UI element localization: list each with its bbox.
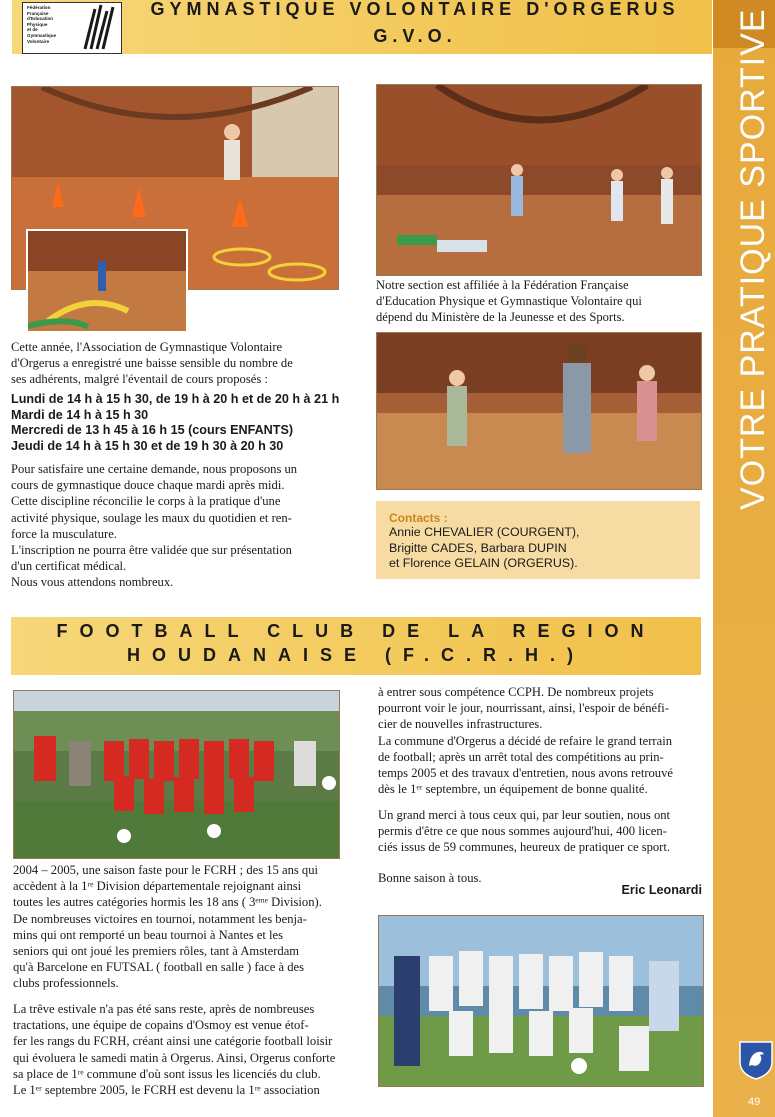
text-line: cier de nouvelles infrastructures. [378, 717, 543, 732]
text-line: Notre section est affiliée à la Fédération Française [376, 278, 629, 292]
fcrh-title-line2: HOUDANAISE (F.C.R.H.) [127, 645, 585, 665]
schedule-line: Mercredi de 13 h 45 à 16 h 15 (cours ENFANTS) [11, 423, 294, 438]
gvo-title-line1: GYMNASTIQUE VOLONTAIRE D'ORGERUS [150, 0, 680, 19]
schedule-line: Jeudi de 14 h à 15 h 30 et de 19 h 30 à 20 h 30 [11, 438, 284, 453]
text-line: pourront voir le jour, nourrissant, ainsi, l'espoir de bénéfi- [378, 701, 670, 716]
fcrh-title-line1: FOOTBALL CLUB DE LA REGION [56, 621, 656, 641]
page-number: 49 [748, 1096, 761, 1108]
text-line: sa place de 1ʳᵉ commune d'où sont issus les licenciés du club. [13, 1066, 321, 1081]
logo-line: et de [27, 27, 38, 33]
text-line: temps 2005 et des travaux d'entretien, nous avons retrouvé [378, 766, 673, 781]
text-line: cours de gymnastique douce chaque mardi après midi. [11, 478, 285, 493]
text-line: Le 1ᵉʳ septembre 2005, le FCRH est devenu la 1ʳᵉ association [13, 1083, 320, 1098]
gvo-title-line2: G.V.O. [373, 26, 457, 46]
contact-line: Annie CHEVALIER (COURGENT), [389, 525, 580, 539]
text-line: fer les rangs du FCRH, créant ainsi une catégorie football loisir [13, 1034, 333, 1049]
logo-line: Volontaire [27, 38, 50, 44]
fcrh-right-paragraph-2 [378, 807, 702, 856]
text-line: Nous vous attendons nombreux. [11, 575, 174, 590]
contact-line: Brigitte CADES, Barbara DUPIN [389, 540, 567, 555]
shield-emblem-icon [738, 1040, 774, 1080]
text-line: tractations, une équipe de copains d'Osmoy est venue étof- [13, 1018, 309, 1033]
contacts-list [389, 525, 580, 572]
text-line: qui évoluera le samedi matin à Orgerus. Ainsi, Orgerus conforte [13, 1050, 336, 1065]
text-line: La commune d'Orgerus a décidé de refaire le grand terrain [378, 733, 672, 748]
logo-line: Française [27, 10, 49, 16]
text-line: seniors qui ont joué les premiers rôles, tant à Amsterdam [13, 944, 300, 959]
schedule-line: Lundi de 14 h à 15 h 30, de 19 h à 20 h et de 20 h à 21 h [11, 392, 340, 406]
text-line: permis d'être ce que nous sommes aujourd'hui, 400 licen- [378, 824, 667, 839]
ffepgv-logo [22, 2, 122, 54]
text-line: 2004 – 2005, une saison faste pour le FCRH ; des 15 ans qui [13, 863, 319, 877]
logo-line: d'Education [27, 16, 54, 22]
text-line: Cette discipline réconcilie le corps à la pratique d'une [11, 494, 281, 509]
logo-line: Physique [27, 21, 48, 27]
contact-line: et Florence GELAIN (ORGERUS). [389, 556, 578, 571]
text-line: ciés issus de 59 communes, heureux de pratiquer ce sport. [378, 840, 671, 855]
gym-hall-photo-2 [376, 84, 702, 276]
contacts-title: Contacts : [389, 511, 448, 525]
text-line: toutes les autres catégories hormis les 18 ans ( 3ᵉᵐᵉ Division). [13, 895, 322, 910]
logo-text [27, 5, 56, 44]
gym-hall-photo-3 [376, 332, 702, 490]
text-line: d'Orgerus a enregistré une baisse sensible du nombre de [11, 356, 293, 371]
text-line: Cette année, l'Association de Gymnastique Volontaire [11, 340, 283, 354]
text-line: La trêve estivale n'a pas été sans reste, après de nombreuses [13, 1002, 315, 1016]
text-line: L'inscription ne pourra être validée que sur présentation [11, 543, 292, 558]
fcrh-right-paragraph-1 [378, 684, 702, 797]
gvo-intro [11, 339, 337, 388]
text-line: ses adhérents, malgré l'éventail de cours proposés : [11, 372, 268, 387]
gvo-affiliation [376, 277, 700, 326]
contacts-box [376, 501, 700, 579]
text-line: force la musculature. [11, 526, 117, 541]
text-line: à entrer sous compétence CCPH. De nombreux projets [378, 685, 654, 699]
text-line: activité physique, soulage les maux du quotidien et ren- [11, 510, 292, 525]
vertical-section-title: VOTRE PRATIQUE SPORTIVE [734, 8, 772, 510]
text-line: qu'à Barcelone en FUTSAL ( football en salle ) face à des [13, 960, 304, 975]
football-team-photo-1 [13, 690, 340, 859]
fcrh-closing: Bonne saison à tous. [378, 871, 482, 885]
football-team-photo-2 [378, 915, 704, 1087]
text-line: d'un certificat médical. [11, 559, 127, 574]
gvo-body [11, 461, 337, 591]
text-line: Un grand merci à tous ceux qui, par leur soutien, nous ont [378, 808, 671, 822]
logo-figures-icon [79, 3, 119, 51]
text-line: Pour satisfaire une certaine demande, nous proposons un [11, 462, 298, 476]
text-line: dès le 1ᵉʳ septembre, un équipement de bonne qualité. [378, 782, 648, 797]
text-line: de football; après un arrêt total des compétitions au prin- [378, 749, 664, 764]
text-line: d'Education Physique et Gymnastique Volontaire qui [376, 294, 642, 309]
text-line: dépend du Ministère de la Jeunesse et des Sports. [376, 310, 625, 325]
fcrh-left-paragraph-2 [13, 1001, 338, 1098]
schedule-line: Mardi de 14 h à 15 h 30 [11, 407, 149, 422]
logo-line: Fédération [27, 5, 51, 10]
logo-line: Gymnastique [27, 32, 57, 38]
fcrh-signature: Eric Leonardi [621, 883, 702, 897]
gvo-schedule [11, 392, 341, 454]
text-line: De nombreuses victoires en tournoi, notamment les benja- [13, 911, 307, 926]
fcrh-left-paragraph-1 [13, 862, 338, 992]
text-line: accèdent à la 1ʳᵉ Division départementale rejoignant ainsi [13, 879, 302, 894]
text-line: clubs professionnels. [13, 976, 119, 991]
text-line: mins qui ont remporté un beau tournoi à Nantes et les [13, 927, 284, 942]
gym-hall-photo-inset [26, 229, 188, 333]
